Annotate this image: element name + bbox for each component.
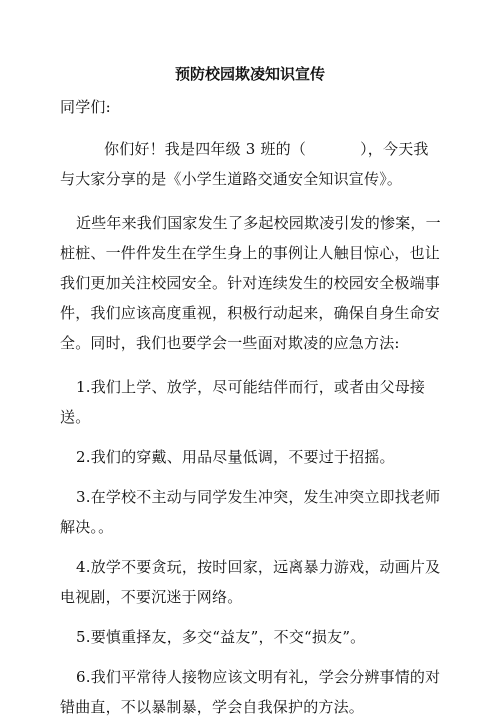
document-body (60, 92, 442, 722)
intro-text-part1: 你们好！我是四年级 3 班的（ (104, 140, 307, 158)
safety-tip-5: 5.要慎重择友，多交“益友”，不交“损友”。 (76, 628, 366, 646)
safety-tip-6: 6.我们平常待人接物应该文明有礼，学会分辨事情的对错曲直，不以暴制暴，学会自我保护的方法。 (60, 668, 441, 716)
background-paragraph: 近些年来我们国家发生了多起校园欺凌引发的惨案，一桩桩、一件件发生在学生身上的事例让人触目惊心，也让我们更加关注校园安全。针对连续发生的校园安全极端事件，我们应该高度重视，积极行动起来，确保自身生命安全。同时，我们也要学会一些面对欺凌的应急方法: (60, 214, 441, 352)
intro-paragraph (60, 134, 442, 194)
intro-text-part2: ），今天我与大家分享的是《小学生道路交通安全知识宣传》。 (60, 140, 429, 188)
name-blank (306, 153, 360, 154)
salutation: 同学们: (60, 98, 111, 116)
safety-tip-3: 3.在学校不主动与同学发生冲突，发生冲突立即找老师解决。。 (60, 488, 441, 536)
document-title: 预防校园欺凌知识宣传 (174, 65, 325, 83)
safety-tip-2: 2.我们的穿戴、用品尽量低调，不要过于招摇。 (76, 448, 395, 466)
safety-tip-1: 1.我们上学、放学，尽可能结伴而行，或者由父母接送。 (60, 378, 426, 426)
safety-tip-4: 4.放学不要贪玩，按时回家，远离暴力游戏，动画片及电视剧，不要沉迷于网络。 (60, 558, 441, 606)
